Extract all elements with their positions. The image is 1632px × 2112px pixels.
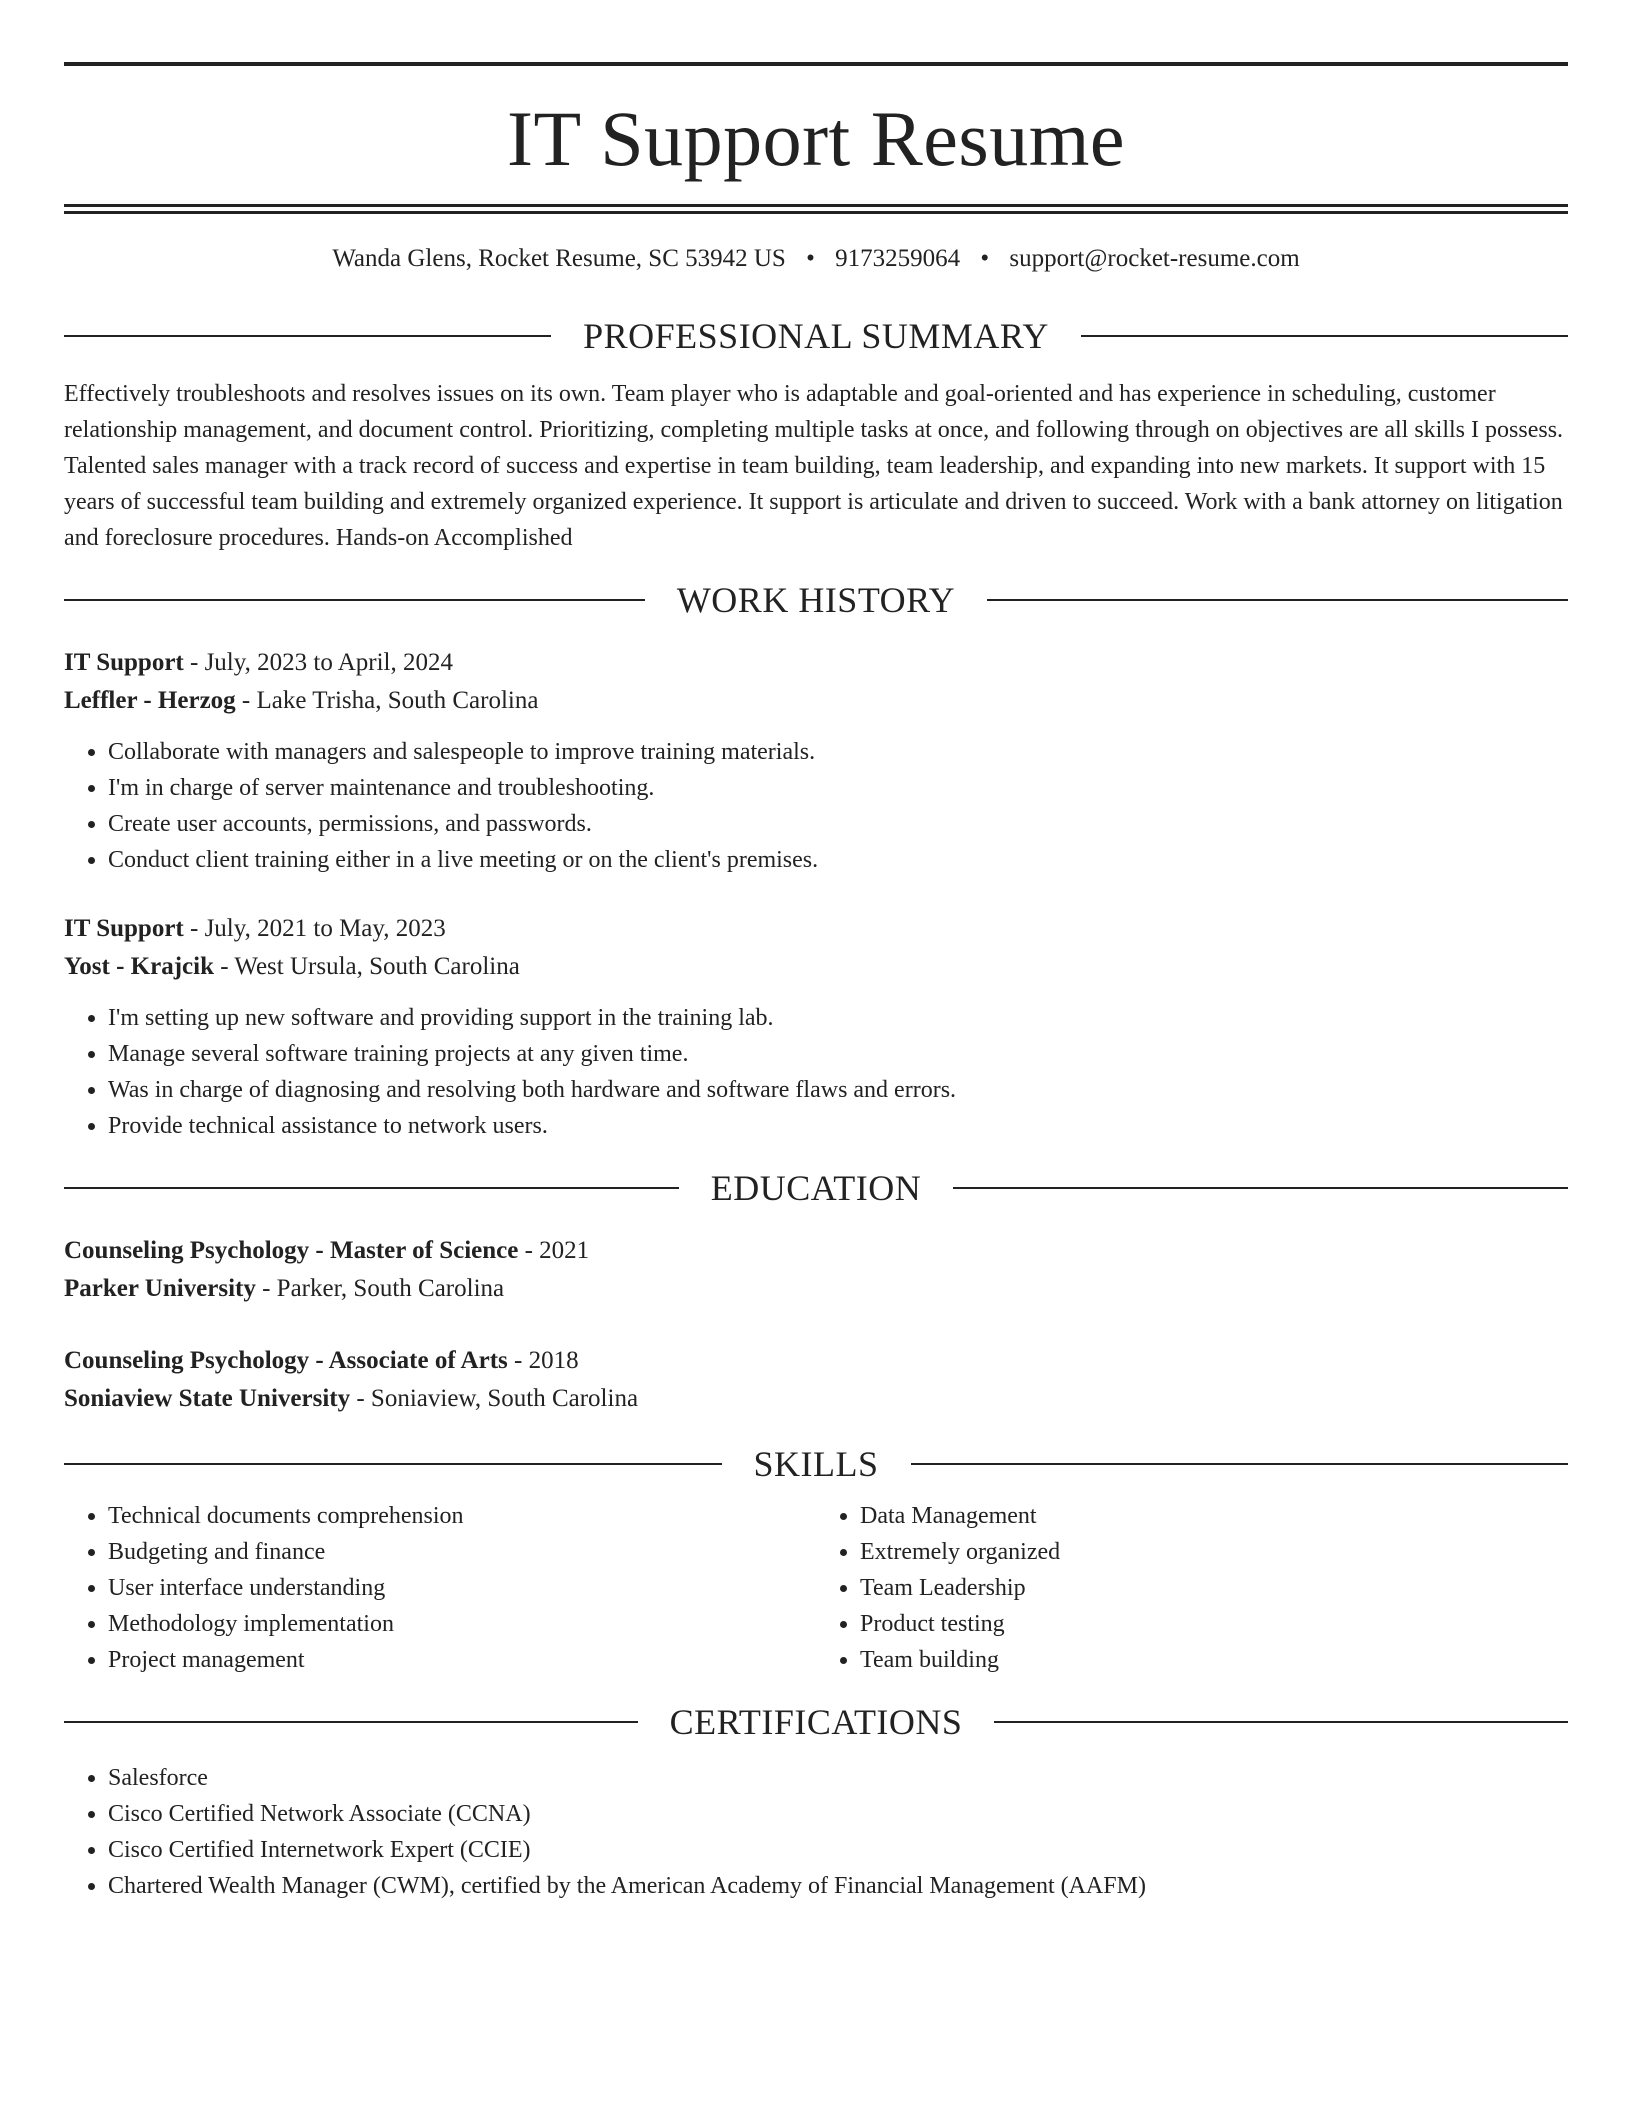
contact-address: Wanda Glens, Rocket Resume, SC 53942 US [332, 245, 786, 272]
list-item: • Methodology implementation [108, 1606, 816, 1642]
list-item: • Provide technical assistance to network users. [108, 1108, 1568, 1144]
contact-line [64, 242, 1568, 276]
title-double-rule [64, 204, 1568, 214]
education-school: Parker University [64, 1275, 256, 1302]
job-title-line [64, 910, 1568, 948]
contact-separator: • [806, 245, 815, 272]
list-item: • Product testing [860, 1606, 1568, 1642]
section-heading-skills [64, 1440, 1568, 1488]
education-degree: Counseling Psychology - Associate of Arts [64, 1347, 508, 1374]
list-item: • Cisco Certified Internetwork Expert (CCIE) [108, 1832, 1568, 1868]
job-dates: - July, 2023 to April, 2024 [183, 649, 453, 676]
certifications-list [64, 1760, 1568, 1904]
heading-rule-left [64, 1463, 722, 1465]
job-location: - West Ursula, South Carolina [213, 953, 520, 980]
skills-list-right [816, 1498, 1568, 1678]
list-item: • Create user accounts, permissions, and passwords. [108, 806, 1568, 842]
education-year: - 2018 [507, 1347, 579, 1374]
section-title: SKILLS [753, 1444, 879, 1484]
education-entry [64, 1232, 1568, 1308]
list-item: • Extremely organized [860, 1534, 1568, 1570]
section-title: WORK HISTORY [676, 580, 956, 620]
heading-rule-left [64, 1187, 679, 1189]
list-item: • Collaborate with managers and salespeople to improve training materials. [108, 734, 1568, 770]
job-entry [64, 910, 1568, 1144]
list-item: • Salesforce [108, 1760, 1568, 1796]
section-heading-certifications [64, 1698, 1568, 1746]
list-item: • Cisco Certified Network Associate (CCNA) [108, 1796, 1568, 1832]
education-entry [64, 1342, 1568, 1418]
list-item: • Team Leadership [860, 1570, 1568, 1606]
top-rule [64, 62, 1568, 66]
list-item: • Was in charge of diagnosing and resolving both hardware and software flaws and errors. [108, 1072, 1568, 1108]
education-location: - Parker, South Carolina [255, 1275, 505, 1302]
contact-phone: 9173259064 [835, 245, 961, 272]
list-item: • Project management [108, 1642, 816, 1678]
education-school-line [64, 1380, 1568, 1418]
heading-rule-left [64, 599, 645, 601]
job-bullets [64, 734, 1568, 878]
heading-rule-right [953, 1187, 1568, 1189]
job-title: IT Support [64, 915, 184, 942]
list-item: • Team building [860, 1642, 1568, 1678]
section-title: EDUCATION [710, 1168, 922, 1208]
heading-rule-right [1081, 335, 1568, 337]
section-heading-education [64, 1164, 1568, 1212]
list-item: • Technical documents comprehension [108, 1498, 816, 1534]
education-school-line [64, 1270, 1568, 1308]
list-item: • Budgeting and finance [108, 1534, 816, 1570]
list-item: • Data Management [860, 1498, 1568, 1534]
summary-paragraph: Effectively troubleshoots and resolves issues on its own. Team player who is adaptable and goal-oriented and has experience in scheduling, customer relationship management, and document control. Prioritizing, completing multiple tasks at once, and following through on objectives are all skills I possess. Talented sales manager with a track record of success and expertise in team building, team leadership, and expanding into new markets. It support with 15 years of successful team building and extremely organized experience. It support is articulate and driven to succeed. Work with a bank attorney on litigation and foreclosure procedures. Hands-on Accomplished [64, 381, 1564, 551]
job-title-line [64, 644, 1568, 682]
education-degree-line [64, 1342, 1568, 1380]
education-year: - 2021 [518, 1237, 590, 1264]
section-title: CERTIFICATIONS [669, 1702, 963, 1742]
job-company-line [64, 948, 1568, 986]
education-school: Soniaview State University [64, 1385, 351, 1412]
list-item: • Manage several software training projects at any given time. [108, 1036, 1568, 1072]
job-title: IT Support [64, 649, 184, 676]
skills-columns [64, 1498, 1568, 1678]
job-company: Leffler - Herzog [64, 687, 236, 714]
skills-list-left [64, 1498, 816, 1678]
heading-rule-left [64, 335, 551, 337]
job-company: Yost - Krajcik [64, 953, 214, 980]
contact-separator: • [980, 245, 990, 272]
section-heading-work [64, 576, 1568, 624]
heading-rule-right [911, 1463, 1569, 1465]
job-entry [64, 644, 1568, 878]
section-heading-summary [64, 312, 1568, 360]
list-item: • Chartered Wealth Manager (CWM), certified by the American Academy of Financial Management (AAFM) [108, 1868, 1568, 1904]
list-item: • I'm setting up new software and providing support in the training lab. [108, 1000, 1568, 1036]
job-company-line [64, 682, 1568, 720]
education-location: - Soniaview, South Carolina [350, 1385, 639, 1412]
heading-rule-right [994, 1721, 1568, 1723]
education-degree: Counseling Psychology - Master of Science [64, 1237, 519, 1264]
contact-email: support@rocket-resume.com [1009, 245, 1300, 272]
resume-page [64, 62, 1568, 1904]
list-item: • User interface understanding [108, 1570, 816, 1606]
job-bullets [64, 1000, 1568, 1144]
job-location: - Lake Trisha, South Carolina [235, 687, 539, 714]
education-degree-line [64, 1232, 1568, 1270]
list-item: • Conduct client training either in a live meeting or on the client's premises. [108, 842, 1568, 878]
list-item: • I'm in charge of server maintenance and troubleshooting. [108, 770, 1568, 806]
page-title: IT Support Resume [506, 95, 1126, 182]
heading-rule-left [64, 1721, 638, 1723]
job-dates: - July, 2021 to May, 2023 [183, 915, 446, 942]
section-title: PROFESSIONAL SUMMARY [583, 316, 1049, 356]
heading-rule-right [987, 599, 1568, 601]
